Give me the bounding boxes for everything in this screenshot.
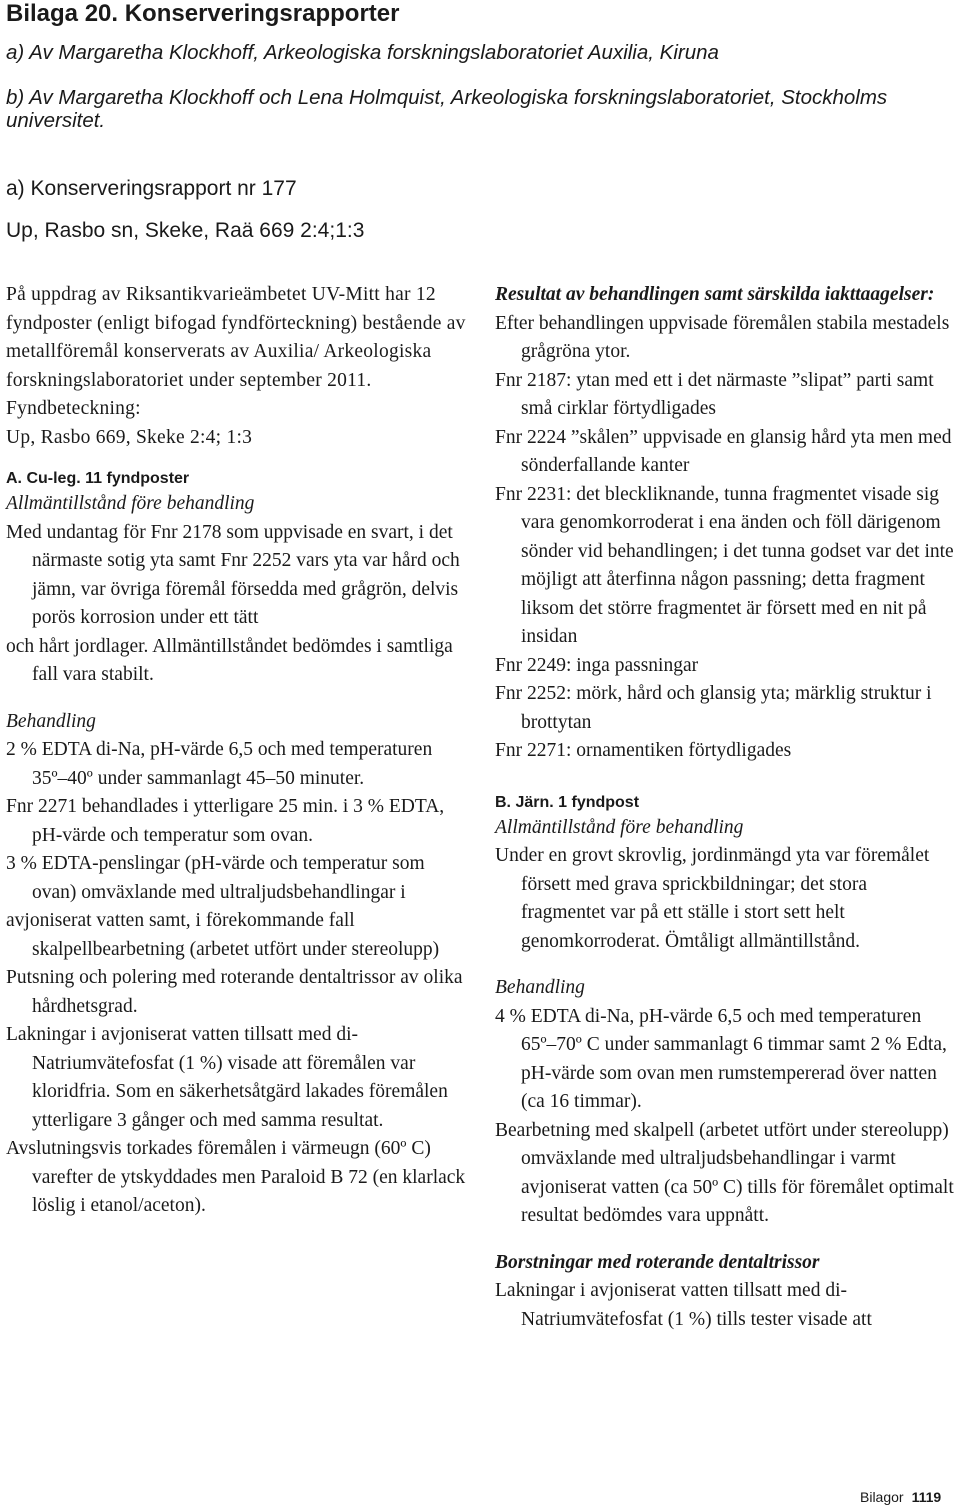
- section-a-state-paragraph: och hårt jordlager. Allmäntillståndet bedömdes i samtliga fall vara stabilt.: [6, 635, 453, 685]
- section-a-title: A. Cu-leg.: [6, 470, 81, 487]
- b-treatment-paragraph: 4 % EDTA di-Na, pH-värde 6,5 och med temperaturen 65º–70º C under sammanlagt 6 timmar samt 2 % Edta, pH-värde som ovan men rumstempererad över natten (ca 16 timmar).: [495, 1005, 947, 1112]
- results-paragraph: Fnr 2249: inga passningar: [495, 654, 699, 676]
- treatment-paragraph: avjoniserat vatten samt, i förekommande fall skalpellbearbetning (arbetet utfört under stereolupp): [6, 910, 440, 960]
- subtitle-a: a) Av Margaretha Klockhoff, Arkeologiska forskningslaboratoriet Auxilia, Kiruna: [6, 41, 719, 64]
- section-a-treatment-heading: Behandling: [6, 710, 96, 732]
- page-number: 1119: [911, 1489, 942, 1505]
- b-treatment-paragraph: Bearbetning med skalpell (arbetet utfört under stereolupp) omväxlande med ultraljudsbehandlingar i varmt avjoniserat vatten (ca 50º C) tills för föremålet optimalt resultat bedömdes vara uppnått.: [495, 1119, 954, 1226]
- footer-label: Bilagor: [860, 1489, 904, 1505]
- section-b-heading: [495, 792, 955, 814]
- treatment-paragraph: 2 % EDTA di-Na, pH-värde 6,5 och med temperaturen 35º–40º under sammanlagt 45–50 minuter.: [6, 739, 433, 789]
- fynd-label: Fyndbeteckning:: [6, 398, 141, 419]
- fynd-value: Up, Rasbo 669, Skeke 2:4; 1:3: [6, 426, 253, 448]
- results-paragraph: Fnr 2224 ”skålen” uppvisade en glansig hård yta men med sönderfallande kanter: [495, 426, 952, 476]
- treatment-paragraph: Avslutningsvis torkades föremålen i värmeugn (60º C) varefter de ytskyddades men Paraloid B 72 (en klarlack löslig i etanol/aceton).: [6, 1138, 466, 1216]
- section-b-count: 1 fyndpost: [558, 793, 640, 811]
- treatment-paragraph: Putsning och polering med roterande dentaltrissor av olika hårdhetsgrad.: [6, 967, 463, 1017]
- results-paragraph: Fnr 2187: ytan med ett i det närmaste ”slipat” parti samt små cirklar förtydligades: [495, 369, 934, 419]
- section-a-count: 11 fyndposter: [85, 470, 190, 487]
- section-a-state-heading: Allmäntillstånd före behandling: [6, 493, 255, 514]
- report-title: a) Konserveringsrapport nr 177: [6, 177, 297, 200]
- section-b-title: B. Järn.: [495, 793, 554, 811]
- left-column: [6, 281, 466, 1221]
- treatment-paragraph: Lakningar i avjoniserat vatten tillsatt med di-Natriumvätefosfat (1 %) visade att föremålen var kloridfria. Som en säkerhetsåtgärd lakades föremålen ytterligare 3 gånger och med samma resultat.: [6, 1024, 448, 1131]
- borstning-paragraph: Lakningar i avjoniserat vatten tillsatt med di-Natriumvätefosfat (1 %) tills tester visade att: [495, 1280, 872, 1330]
- site-line: Up, Rasbo sn, Skeke, Raä 669 2:4;1:3: [6, 219, 365, 242]
- section-b-treatment-heading: Behandling: [495, 977, 585, 998]
- treatment-paragraph: 3 % EDTA-penslingar (pH-värde och temperatur som ovan) omväxlande med ultraljudsbehandlingar i: [6, 853, 425, 903]
- section-a-state-paragraph: Med undantag för Fnr 2178 som uppvisade en svart, i det närmaste sotig yta samt Fnr 2252 vars yta var hård och jämn, var övriga föremål försedda med grågrön, delvis porös korrosion under ett tätt: [6, 521, 460, 628]
- results-paragraph: Fnr 2271: ornamentiken förtydligades: [495, 740, 792, 761]
- page-title: Bilaga 20. Konserveringsrapporter: [6, 0, 400, 27]
- right-column: [495, 281, 955, 1334]
- page-footer: [860, 1488, 941, 1506]
- intro-paragraph: På uppdrag av Riksantikvarieämbetet UV-Mitt har 12 fyndposter (enligt bifogad fyndförteckning) bestående av metallföremål konserverats av Auxilia/ Arkeologiska forskningslaboratoriet under september 2011.: [6, 284, 466, 391]
- treatment-paragraph: Fnr 2271 behandlades i ytterligare 25 min. i 3 % EDTA, pH-värde och temperatur som ovan.: [6, 796, 445, 846]
- subtitle-b: b) Av Margaretha Klockhoff och Lena Holmquist, Arkeologiska forskningslaboratoriet, Stockholms universitet.: [6, 86, 888, 132]
- borstning-heading: Borstningar med roterande dentaltrissor: [495, 1251, 820, 1273]
- results-paragraph: Fnr 2231: det bleckliknande, tunna fragmentet visade sig vara genomkorroderat i ena änden och föll därigenom sönder vid behandlingen; i det tunna godset var det inte möjligt att återfinna någon passning; detta fragment liksom det större fragmentet är försett med en nit på insidan: [495, 483, 954, 647]
- section-b-state-paragraph: Under en grovt skrovlig, jordinmängd yta var föremålet försett med grava sprickbildningar; det stora fragmentet var på ett ställe i stort sett helt genomkorroderat. Ömtåligt allmäntillstånd.: [495, 845, 930, 952]
- section-b-state-heading: Allmäntillstånd före behandling: [495, 816, 744, 838]
- results-heading: Resultat av behandlingen samt särskilda iakttaagelser:: [495, 284, 935, 305]
- results-paragraph: Efter behandlingen uppvisade föremålen stabila mestadels grågröna ytor.: [495, 312, 950, 362]
- section-a-heading: [6, 468, 466, 490]
- results-paragraph: Fnr 2252: mörk, hård och glansig yta; märklig struktur i brottytan: [495, 683, 932, 733]
